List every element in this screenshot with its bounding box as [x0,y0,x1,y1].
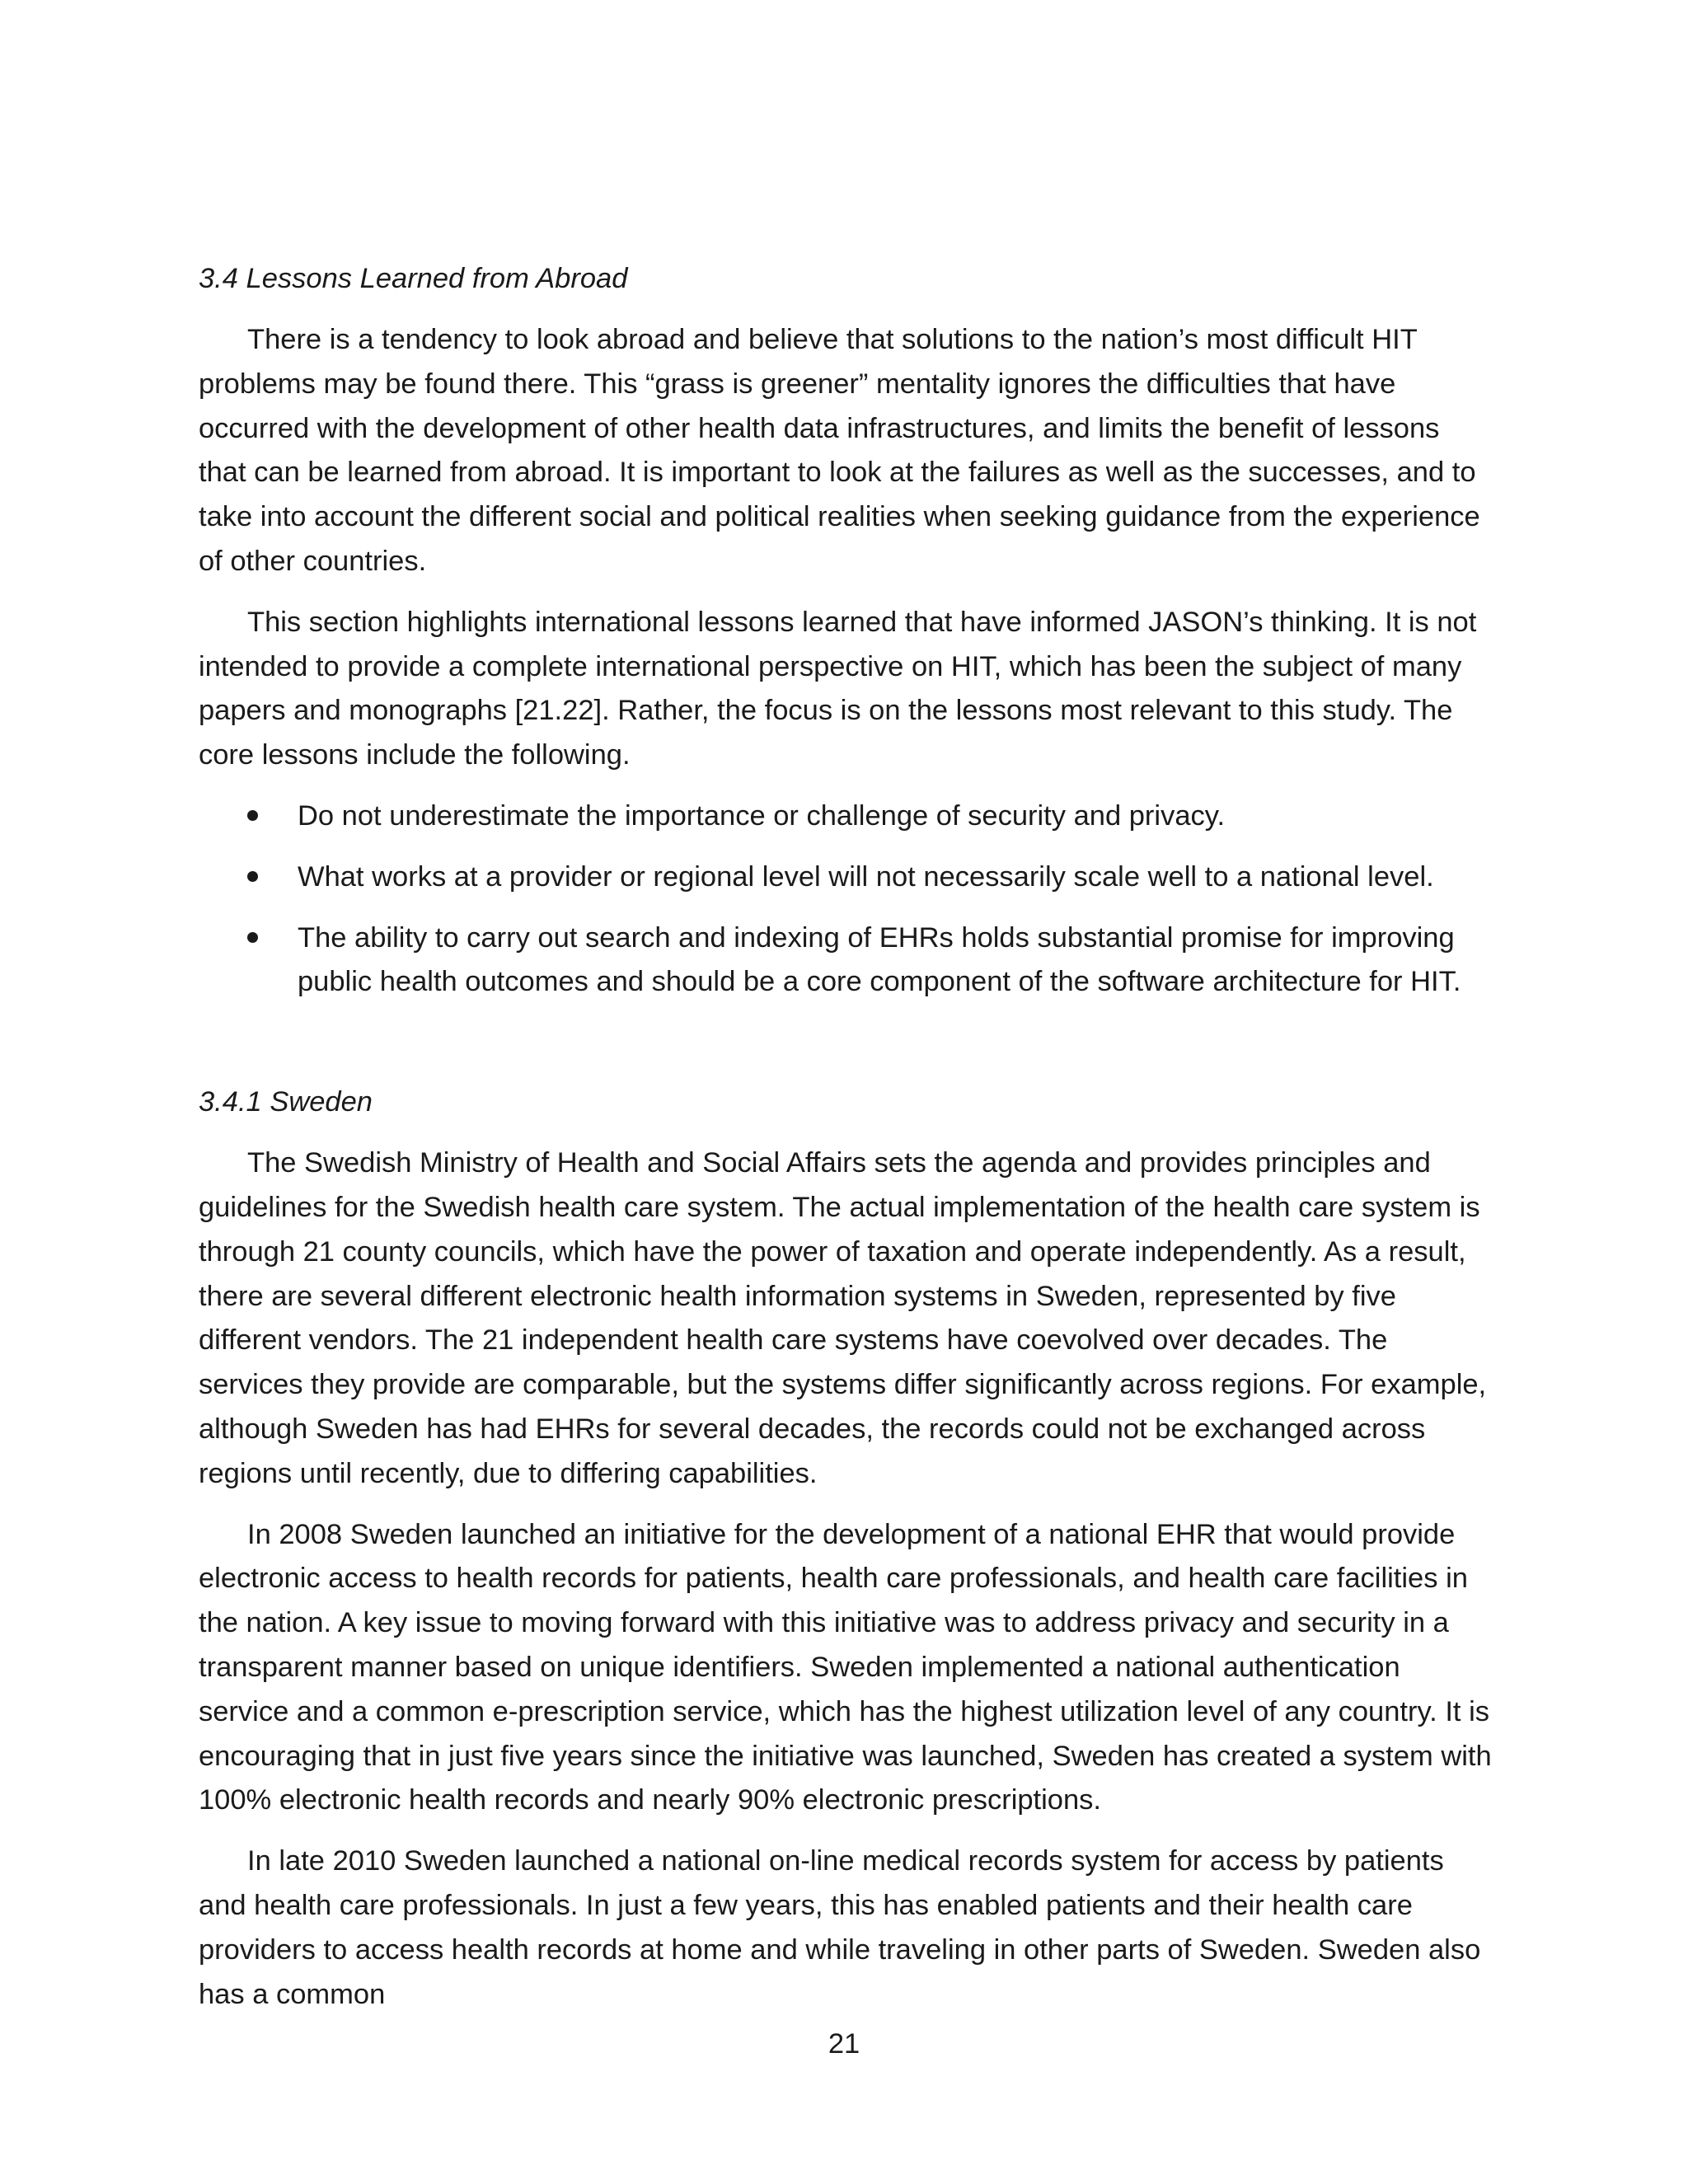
paragraph: In late 2010 Sweden launched a national on-line medical records system for access by patients and health care professionals. In just a few years, this has enabled patients and their health care providers to access health records at home and while traveling in other parts of Sweden. Sweden also has a common [199,1845,1481,2010]
paragraph: This section highlights international lessons learned that have informed JASON’s thinking. It is not intended to provide a complete international perspective on HIT, which has been the subject of many papers and monographs [21.22]. Rather, the focus is on the lessons most relevant to this study. The core lessons include the following. [199,606,1477,771]
list-item [199,916,1493,1005]
section-lessons-learned [199,257,1493,1005]
list-item-text: What works at a provider or regional level will not necessarily scale well to a national level. [298,860,1434,893]
list-item [199,794,1493,839]
section-heading: 3.4 Lessons Learned from Abroad [199,263,628,294]
list-item [199,855,1493,900]
lessons-list [199,794,1493,1005]
paragraph: There is a tendency to look abroad and believe that solutions to the nation’s most difficult HIT problems may be found there. This “grass is greener” mentality ignores the difficulties that have occurred with the development of other health data infrastructures, and limits the benefit of lessons that can be learned from abroad. It is important to look at the failures as well as the successes, and to take into account the different social and political realities when seeking guidance from the experience of other countries. [199,324,1480,577]
list-item-text: The ability to carry out search and indexing of EHRs holds substantial promise for improving public health outcomes and should be a core component of the software architecture for HIT. [298,921,1461,998]
section-sweden [199,1080,1493,2017]
document-page [199,257,1493,2017]
paragraph: In 2008 Sweden launched an initiative for the development of a national EHR that would provide electronic access to health records for patients, health care professionals, and health care facilities in the nation. A key issue to moving forward with this initiative was to address privacy and security in a transparent manner based on unique identifiers. Sweden implemented a national authentication service and a common e-prescription service, which has the highest utilization level of any country. It is encouraging that in just five years since the initiative was launched, Sweden has created a system with 100% electronic health records and nearly 90% electronic prescriptions. [199,1518,1492,1816]
page-number: 21 [828,2028,860,2060]
paragraph: The Swedish Ministry of Health and Social Affairs sets the agenda and provides principles and guidelines for the Swedish health care system. The actual implementation of the health care system is through 21 county councils, which have the power of taxation and operate independently. As a result, there are several different electronic health information systems in Sweden, represented by five different vendors. The 21 independent health care systems have coevolved over decades. The services they provide are comparable, but the systems differ significantly across regions. For example, although Sweden has had EHRs for several decades, the records could not be exchanged across regions until recently, due to differing capabilities. [199,1147,1487,1489]
list-item-text: Do not underestimate the importance or challenge of security and privacy. [298,799,1226,832]
section-heading: 3.4.1 Sweden [199,1086,373,1118]
